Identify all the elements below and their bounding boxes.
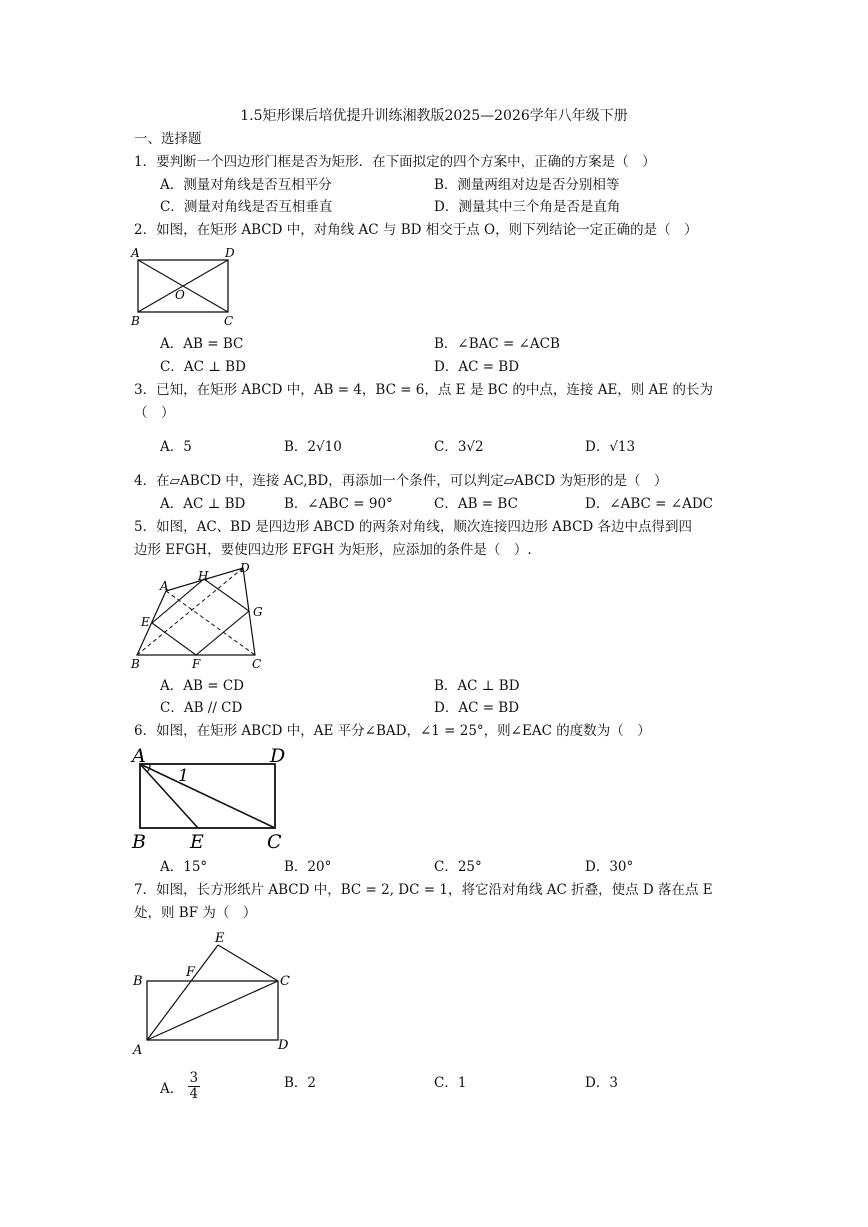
q7-option-c[interactable]: C．1 (434, 1075, 467, 1091)
q7-figure (128, 922, 298, 1058)
q2-stem: 2．如图，在矩形 ABCD 中，对角线 AC 与 BD 相交于点 O，则下列结论一定正确的是（ ） (134, 222, 698, 238)
q3-option-a[interactable]: A．5 (160, 439, 192, 455)
q7-label-c: C (280, 974, 290, 989)
q2-label-a: A (131, 246, 140, 260)
q3-option-d[interactable]: D．√13 (585, 439, 636, 455)
q4-option-b[interactable]: B．∠ABC = 90° (284, 496, 393, 512)
q5-stem-line1: 5．如图，AC、BD 是四边形 ABCD 的两条对角线，顺次连接四边形 ABCD 各边中点得到四 (134, 519, 693, 535)
q7-label-a: A (133, 1043, 143, 1058)
q5-label-d: D (240, 561, 250, 575)
q5-option-c[interactable]: C．AB // CD (160, 700, 243, 716)
q7-fraction-denominator: 4 (189, 1086, 199, 1102)
q1-option-d[interactable]: D．测量其中三个角是否是直角 (434, 199, 621, 215)
q6-label-d: D (270, 745, 286, 767)
q7-option-a-prefix: A． (160, 1081, 184, 1097)
q5-figure (128, 558, 273, 672)
q7-label-d: D (278, 1038, 289, 1053)
q6-stem: 6．如图，在矩形 ABCD 中，AE 平分∠BAD，∠1 = 25°，则∠EAC 的度数为（ ） (134, 723, 651, 739)
q7-stem-line1: 7．如图，长方形纸片 ABCD 中，BC = 2, DC = 1，将它沿对角线 AC 折叠，使点 D 落在点 E (134, 882, 713, 898)
q5-option-d[interactable]: D．AC = BD (434, 700, 520, 716)
q3-stem-line2: （ ） (134, 405, 175, 421)
q6-label-c: C (267, 831, 282, 853)
q5-label-f: F (192, 657, 201, 671)
q3-option-c[interactable]: C．3√2 (434, 439, 484, 455)
q2-figure (128, 242, 243, 328)
q2-option-b[interactable]: B．∠BAC = ∠ACB (434, 336, 560, 352)
q2-option-c[interactable]: C．AC ⊥ BD (160, 359, 246, 375)
q2-label-c: C (224, 314, 234, 328)
q4-stem: 4．在▱ABCD 中，连接 AC,BD，再添加一个条件，可以判定▱ABCD 为矩形的是（ ） (134, 473, 668, 489)
q4-option-a[interactable]: A．AC ⊥ BD (160, 496, 246, 512)
q6-label-a: A (132, 745, 146, 767)
q7-option-d[interactable]: D．3 (585, 1075, 618, 1091)
q5-stem-line2: 边形 EFGH，要使四边形 EFGH 为矩形，应添加的条件是（ ）. (134, 542, 532, 558)
page-title: 1.5矩形课后培优提升训练湘教版2025—2026学年八年级下册 (240, 108, 628, 124)
q2-label-b: B (131, 314, 140, 328)
q6-label-b: B (132, 831, 146, 853)
q5-option-b[interactable]: B．AC ⊥ BD (434, 678, 520, 694)
q7-stem-line2: 处，则 BF 为（ ） (134, 905, 257, 921)
q6-figure (128, 742, 293, 854)
q4-option-c[interactable]: C．AB = BC (434, 496, 518, 512)
q2-option-d[interactable]: D．AC = BD (434, 359, 520, 375)
q7-label-e: E (215, 931, 225, 946)
q5-label-g: G (253, 605, 263, 619)
q5-label-b: B (131, 657, 140, 671)
q6-label-e: E (190, 831, 204, 853)
q2-label-d: D (225, 246, 235, 260)
q2-option-a[interactable]: A．AB = BC (160, 336, 244, 352)
q7-label-b: B (133, 974, 143, 989)
q5-label-e: E (141, 615, 150, 629)
q7-label-f: F (186, 965, 196, 980)
q4-option-d[interactable]: D．∠ABC = ∠ADC (585, 496, 713, 512)
q7-fraction-numerator: 3 (189, 1070, 199, 1086)
q3-option-b[interactable]: B．2√10 (284, 439, 342, 455)
q1-stem: 1．要判断一个四边形门框是否为矩形．在下面拟定的四个方案中，正确的方案是（ ） (134, 154, 656, 170)
q5-label-h: H (198, 569, 209, 583)
q1-option-a[interactable]: A．测量对角线是否互相平分 (160, 177, 332, 193)
q5-label-c: C (252, 657, 262, 671)
q7-option-a[interactable] (160, 1070, 200, 1105)
q2-label-o: O (175, 288, 185, 302)
q1-option-c[interactable]: C．测量对角线是否互相垂直 (160, 199, 333, 215)
section-heading: 一、选择题 (134, 131, 202, 147)
q7-option-a-fraction (188, 1071, 201, 1102)
q7-option-b[interactable]: B．2 (284, 1075, 317, 1091)
q6-option-c[interactable]: C．25° (434, 859, 482, 875)
q6-option-b[interactable]: B．20° (284, 859, 332, 875)
q6-option-a[interactable]: A．15° (160, 859, 208, 875)
q6-option-d[interactable]: D．30° (585, 859, 634, 875)
q5-label-a: A (160, 579, 169, 593)
q1-option-b[interactable]: B．测量两组对边是否分别相等 (434, 177, 620, 193)
q5-option-a[interactable]: A．AB = CD (160, 678, 244, 694)
q6-label-angle1: 1 (178, 766, 189, 786)
q3-stem-line1: 3．已知，在矩形 ABCD 中，AB = 4，BC = 6，点 E 是 BC 的中点，连接 AE，则 AE 的长为 (134, 382, 713, 398)
